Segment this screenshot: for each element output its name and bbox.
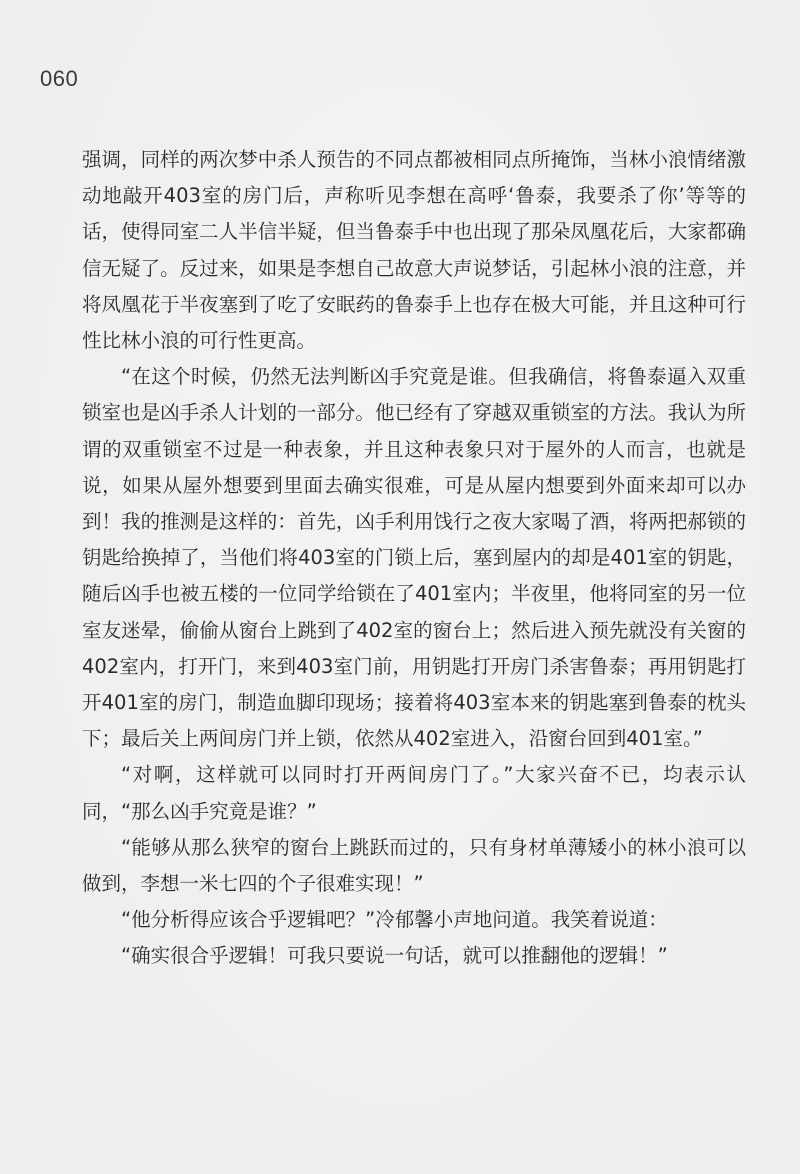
body-text bbox=[82, 142, 746, 975]
paragraph-6: “确实很合乎逻辑！可我只要说一句话，就可以推翻他的逻辑！” bbox=[121, 944, 668, 968]
paragraph-1: 强调，同样的两次梦中杀人预告的不同点都被相同点所掩饰，当林小浪情绪激动地敲开403室的房门后，声称听见李想在高呼‘鲁泰，我要杀了你’等等的话，使得同室二人半信半疑，但当鲁泰手中也出现了那朵凤凰花后，大家都确信无疑了。反过来，如果是李想自己故意大声说梦话，引起林小浪的注意，并将凤凰花于半夜塞到了吃了安眠药的鲁泰手上也存在极大可能，并且这种可行性比林小浪的可行性更高。 bbox=[82, 148, 746, 353]
paragraph-4: “能够从那么狭窄的窗台上跳跃而过的，只有身材单薄矮小的林小浪可以做到，李想一米七四的个子很难实现！” bbox=[82, 835, 746, 896]
page-number: 060 bbox=[40, 66, 79, 91]
paragraph-5: “他分析得应该合乎逻辑吧？”冷郁馨小声地问道。我笑着说道： bbox=[121, 908, 668, 932]
paragraph-3: “对啊，这样就可以同时打开两间房门了。”大家兴奋不已，均表示认同，“那么凶手究竟是谁？” bbox=[82, 763, 746, 823]
paragraph-2: “在这个时候，仍然无法判断凶手究竟是谁。但我确信，将鲁泰逼入双重锁室也是凶手杀人计划的一部分。他已经有了穿越双重锁室的方法。我认为所谓的双重锁室不过是一种表象，并且这种表象只对于屋外的人而言，也就是说，如果从屋外想要到里面去确实很难，可是从屋内想要到外面来却可以办到！我的推测是这样的：首先，凶手利用饯行之夜大家喝了酒，将两把郝锁的钥匙给换掉了，当他们将403室的门锁上后，塞到屋内的却是401室的钥匙，随后凶手也被五楼的一位同学给锁在了401室内；半夜里，他将同室的另一位室友迷晕，偷偷从窗台上跳到了402室的窗台上；然后进入预先就没有关窗的402室内，打开门，来到403室门前，用钥匙打开房门杀害鲁泰；再用钥匙打开401室的房门，制造血脚印现场；接着将403室本来的钥匙塞到鲁泰的枕头下；最后关上两间房门并上锁，依然从402室进入，沿窗台回到401室。” bbox=[82, 365, 746, 751]
